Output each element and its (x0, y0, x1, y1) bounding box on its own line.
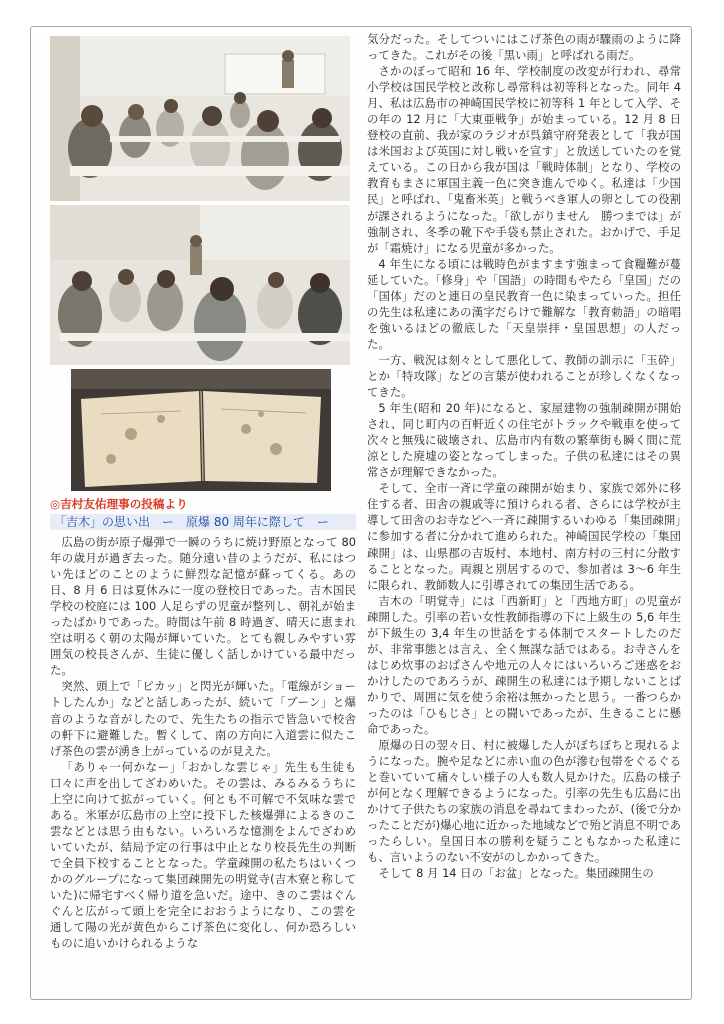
paragraph: 一方、戦況は刻々として悪化して、教師の訓示に「玉砕」とか「特攻隊」などの言葉が使われることが珍しくなくなってきた。 (367, 352, 681, 400)
heading-text: 吉村友佑理事の投稿より (60, 497, 188, 511)
paragraph: そして 8 月 14 日の「お盆」となった。集団疎開生の (378, 866, 654, 881)
left-column-body (50, 534, 356, 994)
paragraph: 原爆の日の翌々日、村に被爆した人がぼちぼちと現れるようになった。腕や足などに赤い血の色が滲む包帯をぐるぐると巻いていて痛々しい様子の人も数人見かけた。広島の様子が何となく理解できるようになった。引率の先生も広島に出かけて子供たちの家族の消息を尋ねてまわったが、(後で分かったことだが)爆心地に近かった地域などで殆ど消息不明であったらしい。皇国日本の勝利を疑うこともなかった私達にも、言いようのない不安がのしかかってきた。 (367, 738, 681, 865)
paragraph: 4 年生になる頃には戦時色がますます強まって食糧難が蔓延していた。「修身」や「国語」の時間もやたら「皇国」だの「国体」だのと連日の皇民教育一色に染まっていった。担任の先生は私達にあの漢字だらけで難解な「教育勅語」の暗唱を強いるほどの徹底した「天皇崇拝・皇国思想」の人だった。 (367, 256, 681, 351)
old-book-photo-icon (71, 369, 331, 491)
article-heading (50, 496, 188, 512)
paragraph: さかのぼって昭和 16 年、学校制度の改変が行われ、尋常小学校は国民学校と改称し尋常科は初等科となった。同年 4 月、私は広島市の神崎国民学校に初等科 1 年として入学、その年の 12 月に「大東亜戦争」が始まっている。12 月 8 日登校の直前、我が家のラジオが呉鎮守府発表として「我が国は米国および英国に対し戦いを宣す」と放送していたのを覚えている。この日から我が国は「戦時体制」となり、学校の教育もまさに軍国主義一色に突き進んでゆく。私達は「少国民」と呼ばれ、「鬼畜米英」と戦うべき軍人の卵としての役割が課されるようになった。「欲しがりません 勝つまでは」が強制され、冬季の靴下や手袋も禁止された。おかげで、手足が「霜焼け」になる児童が多かった。 (367, 64, 681, 255)
paragraph: 気分だった。そしてついにはこげ茶色の雨が驟雨のように降ってきた。これがその後「黒い雨」と呼ばれる雨だ。 (367, 32, 681, 63)
paragraph: 広島の街が原子爆弾で一瞬のうちに焼け野原となって 80 年の歳月が過ぎ去った。随分遠い昔のようだが、私にはつい先ほどのことのように鮮烈な記憶が蘇ってくる。あの日、8 月 6 日は夏休みに一度の登校日であった。吉木国民学校の校庭には 100 人足らずの児童が整列し、朝礼が始まったばかりであった。時間は午前 8 時過ぎ、晴天に恵まれ空は明るく朝の太陽が輝いていた。とても親しみやすい雰囲気の校長さんが、生徒に優しく話しかけている最中だった。 (50, 535, 356, 678)
paragraph: 吉木の「明覚寺」には「西新町」と「西地方町」の児童が疎開した。引率の若い女性教師指導の下に上級生の 5,6 年生が下級生の 3,4 年生の世話をする体制でスタートしたのだが、非常事態とは言え、全く無謀な話ではある。お寺さんをはじめ炊事のおばさんや地元の人々にはいろいろご迷惑をおかけしたのであろうが、疎開生の私達には予期しないことばかりで、周囲に気を使う余裕は無かったと思う。一番つらかったのは「ひもじさ」との闘いであったが、生きることに懸命であった。 (367, 593, 681, 737)
paragraph: 「ありゃ一何かなー」「おかしな雲じゃ」先生も生徒も口々に声を出してざわめいた。その雲は、みるみるうちに上空に向けて拡がっていく。何とも不可解で不気味な雲である。米軍が広島市の上空に投下した核爆弾によるきのこ雲などとは思う由もない。いろいろな憶測をよんでざわめいていたが、結局予定の行事は中止となり校長先生の判断で全員下校することとなった。学童疎開の私たちはいくつかのグループになって集団疎開先の明覚寺(吉木寮と称していた)に帰宅すべく帰り道を急いだ。途中、きのこ雲はぐんぐんと広がって頭上を完全におおうようになり、この雲を通して陽の光が黄色からこげ茶色に変化し、何か恐ろしいものに追いかけられるような (50, 759, 356, 951)
newsletter-page (30, 26, 692, 1000)
seminar-photo-2 (50, 205, 350, 365)
article-subtitle: 「吉木」の思い出 ー 原爆 80 周年に際して ー (50, 514, 356, 530)
paragraph: そして、全市一斉に学童の疎開が始まり、家族で郊外に移住する者、田舎の親戚等に預けられる者、さらには学校が主導して田舎のお寺などへ一斉に疎開するいわゆる「集団疎開」に参加する者に分かれて進められた。神崎国民学校の「集団疎開」は、山県郡の吉坂村、本地村、南方村の三村に分散することとなった。両親と別居するので、参加者は 3～6 年生に限られ、教師数人に引導されての集団生活である。 (367, 481, 681, 592)
right-column-body (367, 31, 681, 993)
document-photo (71, 369, 331, 491)
classroom-photo-icon (50, 36, 350, 201)
classroom-photo-icon (50, 205, 350, 365)
paragraph: 5 年生(昭和 20 年)になると、家屋建物の強制疎開が開始され、同じ町内の百軒近くの住宅がトラックや戦車を使って次々と無残に破壊され、広島市内有数の繁華街も瞬く間に荒涼とした廃墟の姿となってしまった。子供の私達にはその異常さが理解できなかった。 (367, 401, 681, 480)
seminar-photo-1 (50, 36, 350, 201)
paragraph: 突然、頭上で「ピカッ」と閃光が輝いた。「電線がショートしたんか」などと話しあったが、続いて「ブーン」と爆音のような音がしたので、先生たちの指示で皆急いで校舎の軒下に避難した。暫くして、南の方向に入道雲に似たこげ茶色の雲が湧き上がっているのが見えた。 (50, 679, 356, 758)
heading-mark: ◎ (50, 497, 61, 511)
